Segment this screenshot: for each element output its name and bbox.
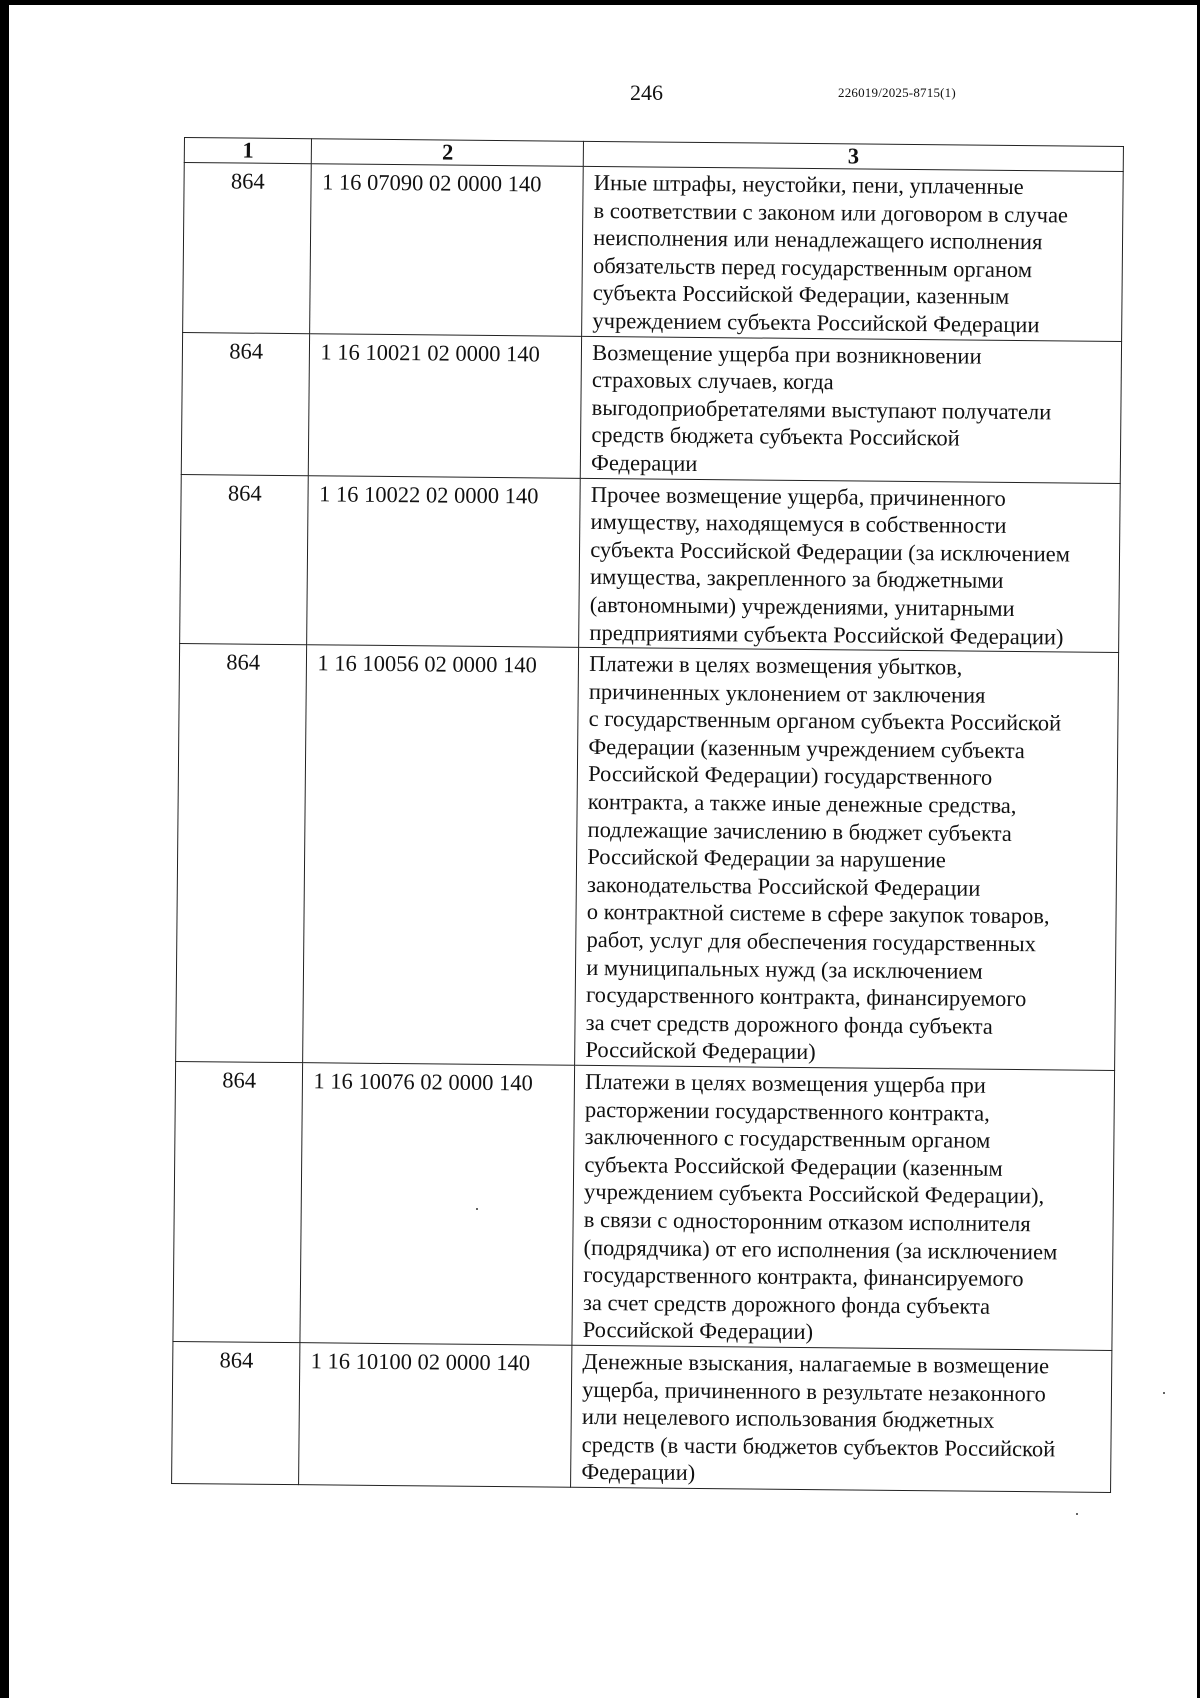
description-line: ущерба, причиненного в результате незаконного [582, 1376, 1046, 1406]
description-line: за счет средств дорожного фонда субъекта [582, 1289, 991, 1319]
table-row [180, 474, 1121, 653]
description-line: Федерации (казенным учреждением субъекта [588, 733, 1026, 763]
description-line: субъекта Российской Федерации (за исключением [590, 536, 1071, 567]
revenue-description-cell [571, 1345, 1112, 1492]
admin-code-cell: 864 [181, 332, 310, 475]
budget-classification-code-cell: 1 16 10100 02 0000 140 [299, 1343, 572, 1488]
description-line: выгодоприобретателями выступают получатели [591, 394, 1052, 425]
table-row [173, 1061, 1115, 1350]
table-row [176, 644, 1119, 1071]
budget-classification-code-cell: 1 16 10021 02 0000 140 [309, 333, 582, 478]
revenue-description-cell [575, 647, 1119, 1070]
description-line: средств бюджета субъекта Российской [591, 422, 960, 451]
description-line: в связи с односторонним отказом исполнителя [583, 1206, 1031, 1237]
description-line: (автономными) учреждениями, унитарными [589, 591, 1015, 621]
description-line: и муниципальных нужд (за исключением [586, 954, 983, 984]
description-line: (подрядчика) от его исполнения (за исключением [583, 1234, 1058, 1264]
description-line: Федерации [591, 449, 698, 476]
description-line: средств (в части бюджетов субъектов Российской [581, 1431, 1056, 1462]
description-line: Российской Федерации) [582, 1317, 814, 1345]
description-line: Денежные взыскания, налагаемые в возмещение [582, 1348, 1050, 1379]
budget-classification-code-cell: 1 16 07090 02 0000 140 [310, 164, 583, 336]
table-row [183, 163, 1124, 342]
description-line: субъекта Российской Федерации (казенным [584, 1151, 1003, 1181]
description-line: Платежи в целях возмещения убытков, [589, 651, 963, 680]
description-line: контракта, а также иные денежные средства, [587, 788, 1017, 819]
description-line: неисполнения или ненадлежащего исполнения [593, 225, 1043, 255]
description-line: за счет средств дорожного фонда субъекта [585, 1009, 993, 1039]
admin-code-cell: 864 [176, 644, 307, 1063]
description-line: подлежащие зачислению в бюджет субъекта [587, 816, 1012, 846]
document-reference: 226019/2025-8715(1) [838, 85, 956, 100]
column-header-3: 3 [583, 141, 1123, 171]
scan-border-top [0, 0, 1200, 5]
table-row [181, 332, 1121, 483]
description-line: с государственным органом субъекта Российской [588, 706, 1062, 736]
description-line: Российской Федерации) государственного [588, 761, 993, 791]
description-line: Платежи в целях возмещения ущерба при [585, 1068, 987, 1098]
description-line: в соответствии с законом или договором в случае [593, 197, 1069, 228]
description-line: расторжении государственного контракта, [584, 1096, 990, 1126]
scan-border-left [0, 0, 9, 1698]
revenue-description-cell [582, 166, 1123, 341]
description-line: предприятиями субъекта Российской Федерации) [589, 619, 1064, 649]
description-line: работ, услуг для обеспечения государственных [586, 926, 1037, 957]
description-line: или нецелевого использования бюджетных [581, 1404, 995, 1433]
admin-code-cell: 864 [183, 163, 312, 334]
description-line: причиненных уклонением от заключения [588, 678, 986, 708]
description-line: законодательства Российской Федерации [586, 871, 981, 901]
description-line: Российской Федерации) [585, 1037, 816, 1065]
description-line: Возмещение ущерба при возникновении [592, 339, 982, 369]
scan-speck [1076, 1513, 1078, 1515]
table-body [172, 163, 1124, 1493]
budget-classification-code-cell: 1 16 10022 02 0000 140 [307, 475, 580, 647]
admin-code-cell: 864 [172, 1341, 301, 1484]
column-header-1: 1 [184, 138, 312, 164]
description-line: имуществу, находящемуся в собственности [590, 509, 1007, 539]
scan-speck [1163, 1392, 1165, 1394]
description-line: Российской Федерации за нарушение [587, 844, 946, 873]
page-number: 246 [630, 80, 663, 105]
description-line: Прочее возмещение ущерба, причиненного [590, 481, 1007, 511]
budget-classification-code-cell: 1 16 10056 02 0000 140 [303, 645, 579, 1065]
description-line: о контрактной системе в сфере закупок товаров, [586, 899, 1050, 929]
description-line: имущества, закрепленного за бюджетными [589, 564, 1004, 594]
description-line: заключенного с государственным органом [584, 1124, 991, 1153]
admin-code-cell: 864 [173, 1061, 303, 1342]
description-line: Федерации) [581, 1459, 696, 1486]
revenue-codes-table [171, 137, 1124, 1493]
scan-speck [476, 1208, 478, 1210]
table-row [172, 1341, 1112, 1492]
description-line: государственного контракта, финансируемого [583, 1262, 1024, 1292]
revenue-description-cell [572, 1065, 1114, 1350]
description-line: страховых случаев, когда [591, 367, 834, 395]
description-line: Иные штрафы, неустойки, пени, уплаченные [593, 169, 1024, 200]
column-header-2: 2 [312, 139, 584, 167]
description-line: обязательств перед государственным органом [592, 252, 1033, 282]
revenue-description-cell [580, 336, 1121, 483]
description-line: государственного контракта, финансируемого [585, 982, 1027, 1012]
revenue-description-cell [579, 478, 1120, 653]
description-line: субъекта Российской Федерации, казенным [592, 280, 1010, 310]
budget-classification-code-cell: 1 16 10076 02 0000 140 [300, 1063, 574, 1346]
description-line: учреждением субъекта Российской Федерации [592, 307, 1040, 338]
admin-code-cell: 864 [180, 474, 309, 645]
description-line: учреждением субъекта Российской Федерации), [584, 1179, 1045, 1209]
